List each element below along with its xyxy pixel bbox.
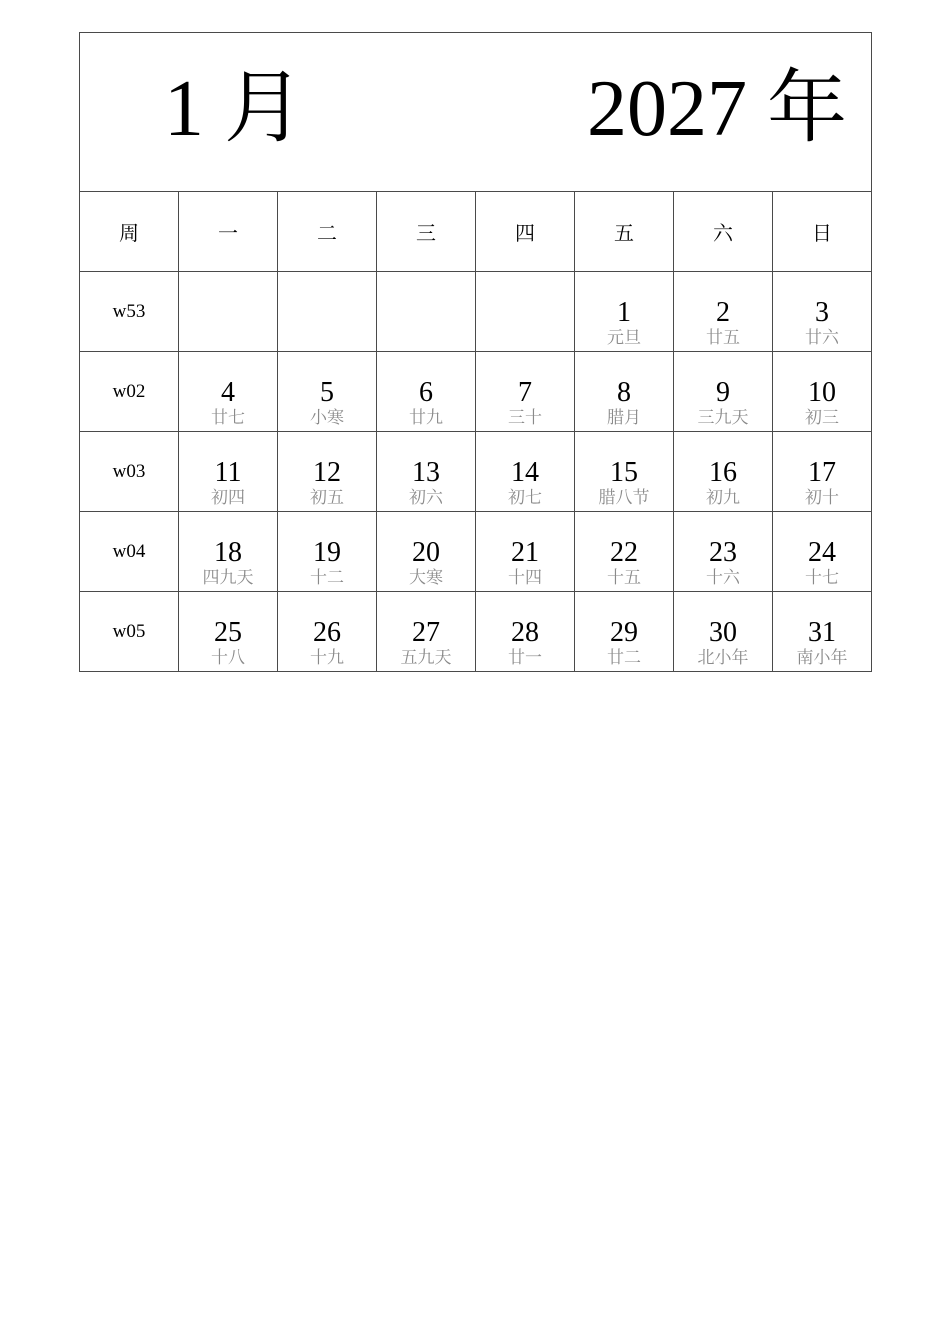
week-number: w05: [112, 621, 146, 642]
day-number: 3: [815, 297, 829, 328]
lunar-date: 十四: [508, 568, 542, 588]
lunar-date: 初三: [805, 408, 839, 428]
day-cell: [179, 352, 278, 432]
day-number: 19: [313, 537, 341, 568]
week-number-cell: [80, 272, 179, 352]
lunar-date: 廿一: [508, 648, 542, 668]
lunar-date: 南小年: [796, 648, 848, 668]
month-title: 1 月: [164, 65, 304, 153]
day-number: 26: [313, 617, 341, 648]
day-number: 12: [313, 457, 341, 488]
day-cell: [476, 592, 575, 672]
empty-day-cell: [377, 272, 476, 352]
day-number: 13: [412, 457, 440, 488]
day-number: 14: [511, 457, 539, 488]
week-number: w02: [112, 381, 146, 402]
week-number-cell: [80, 352, 179, 432]
lunar-date: 北小年: [697, 648, 749, 668]
calendar-header-row: [80, 33, 872, 192]
lunar-date: 廿七: [211, 408, 245, 428]
week-number: w53: [112, 301, 146, 322]
weekday-header-sat: 六: [674, 192, 773, 272]
day-number: 24: [808, 537, 836, 568]
day-cell: [377, 592, 476, 672]
lunar-date: 初四: [211, 488, 245, 508]
day-number: 5: [320, 377, 334, 408]
week-row: [80, 272, 872, 352]
week-row: [80, 592, 872, 672]
weekday-header-week: 周: [80, 192, 179, 272]
day-number: 1: [617, 297, 631, 328]
day-cell: [377, 352, 476, 432]
weekday-header-thu: 四: [476, 192, 575, 272]
lunar-date: 元旦: [607, 328, 641, 348]
day-number: 2: [716, 297, 730, 328]
day-cell: [674, 352, 773, 432]
week-number: w04: [112, 541, 146, 562]
day-number: 27: [412, 617, 440, 648]
day-number: 11: [214, 457, 242, 488]
day-cell: [476, 432, 575, 512]
weekday-header-fri: 五: [575, 192, 674, 272]
lunar-date: 廿五: [706, 328, 740, 348]
week-row: [80, 512, 872, 592]
day-number: 25: [214, 617, 242, 648]
day-cell: [278, 512, 377, 592]
calendar-table: [79, 32, 872, 672]
day-number: 23: [709, 537, 737, 568]
day-cell: [575, 432, 674, 512]
day-cell: [773, 512, 872, 592]
weeks-body: [80, 272, 872, 672]
week-number: w03: [112, 461, 146, 482]
day-number: 4: [221, 377, 235, 408]
day-number: 22: [610, 537, 638, 568]
lunar-date: 十二: [310, 568, 344, 588]
day-cell: [278, 592, 377, 672]
day-number: 7: [518, 377, 532, 408]
day-number: 28: [511, 617, 539, 648]
day-cell: [476, 352, 575, 432]
day-number: 17: [808, 457, 836, 488]
day-cell: [773, 352, 872, 432]
day-number: 31: [808, 617, 836, 648]
day-cell: [674, 592, 773, 672]
day-number: 15: [610, 457, 638, 488]
lunar-date: 廿六: [805, 328, 839, 348]
day-number: 29: [610, 617, 638, 648]
day-number: 16: [709, 457, 737, 488]
day-cell: [278, 352, 377, 432]
day-cell: [377, 512, 476, 592]
day-cell: [773, 272, 872, 352]
day-cell: [575, 512, 674, 592]
day-number: 20: [412, 537, 440, 568]
day-cell: [674, 512, 773, 592]
lunar-date: 四九天: [202, 568, 254, 588]
lunar-date: 十五: [607, 568, 641, 588]
day-cell: [674, 272, 773, 352]
day-cell: [377, 432, 476, 512]
lunar-date: 三十: [508, 408, 542, 428]
week-row: [80, 352, 872, 432]
lunar-date: 大寒: [409, 568, 443, 588]
lunar-date: 三九天: [697, 408, 749, 428]
empty-day-cell: [476, 272, 575, 352]
day-cell: [773, 592, 872, 672]
day-cell: [575, 592, 674, 672]
empty-day-cell: [278, 272, 377, 352]
day-cell: [476, 512, 575, 592]
day-cell: [179, 432, 278, 512]
day-number: 21: [511, 537, 539, 568]
week-number-cell: [80, 592, 179, 672]
lunar-date: 腊月: [607, 408, 641, 428]
lunar-date: 初五: [310, 488, 344, 508]
lunar-date: 十七: [805, 568, 839, 588]
week-number-cell: [80, 512, 179, 592]
weekday-header-sun: 日: [773, 192, 872, 272]
day-number: 6: [419, 377, 433, 408]
day-number: 18: [214, 537, 242, 568]
day-cell: [179, 512, 278, 592]
lunar-date: 廿九: [409, 408, 443, 428]
weekday-header-wed: 三: [377, 192, 476, 272]
lunar-date: 十九: [310, 648, 344, 668]
lunar-date: 五九天: [400, 648, 452, 668]
week-row: [80, 432, 872, 512]
day-cell: [674, 432, 773, 512]
empty-day-cell: [179, 272, 278, 352]
weekday-header-tue: 二: [278, 192, 377, 272]
lunar-date: 廿二: [607, 648, 641, 668]
lunar-date: 初九: [706, 488, 740, 508]
weekday-header-row: [80, 192, 872, 272]
year-title: 2027 年: [587, 65, 847, 153]
lunar-date: 十八: [211, 648, 245, 668]
day-cell: [278, 432, 377, 512]
day-number: 10: [808, 377, 836, 408]
lunar-date: 初十: [805, 488, 839, 508]
day-cell: [773, 432, 872, 512]
day-cell: [575, 352, 674, 432]
calendar-header: [80, 33, 872, 192]
day-number: 9: [716, 377, 730, 408]
lunar-date: 初六: [409, 488, 443, 508]
week-number-cell: [80, 432, 179, 512]
lunar-date: 十六: [706, 568, 740, 588]
day-cell: [575, 272, 674, 352]
weekday-header-mon: 一: [179, 192, 278, 272]
lunar-date: 小寒: [310, 408, 344, 428]
day-number: 8: [617, 377, 631, 408]
lunar-date: 初七: [508, 488, 542, 508]
lunar-date: 腊八节: [598, 488, 650, 508]
day-number: 30: [709, 617, 737, 648]
day-cell: [179, 592, 278, 672]
